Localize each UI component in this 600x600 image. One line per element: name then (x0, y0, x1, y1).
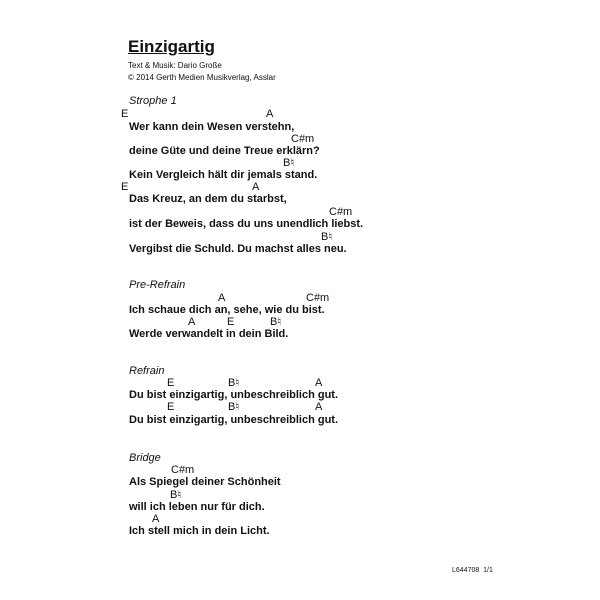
chord: E (121, 108, 129, 120)
lyric-line: Als Spiegel deiner Schönheit (129, 476, 281, 488)
lyric-line: Vergibst die Schuld. Du machst alles neu. (129, 243, 347, 255)
lyric-line: Du bist einzigartig, unbeschreiblich gut. (129, 389, 339, 401)
chord: A (266, 108, 274, 120)
lyric-line: Das Kreuz, an dem du starbst, (129, 193, 287, 205)
lyric-line: Du bist einzigartig, unbeschreiblich gut. (129, 414, 339, 426)
section-label: Strophe 1 (129, 95, 177, 107)
chord: B♮ (270, 316, 282, 328)
chord: C#m (291, 133, 315, 145)
chord: A (218, 292, 226, 304)
chord: E (167, 377, 175, 389)
chord: B♮ (283, 157, 295, 169)
lyric-line: ist der Beweis, dass du uns unendlich liebst. (129, 218, 364, 230)
chord: B♮ (228, 401, 240, 413)
lyric-line: Wer kann dein Wesen verstehn, (129, 121, 295, 133)
chord: B♮ (228, 377, 240, 389)
credit-line: © 2014 Gerth Medien Musikverlag, Asslar (128, 73, 276, 82)
chord: B♮ (170, 489, 182, 501)
credit-line: Text & Musik: Dario Große (128, 61, 222, 70)
chord: B♮ (321, 231, 333, 243)
chord: A (315, 401, 323, 413)
lyric-line: Ich stell mich in dein Licht. (129, 525, 270, 537)
chord: C#m (171, 464, 195, 476)
lyric-line: deine Güte und deine Treue erklärn? (129, 145, 320, 157)
chord: A (252, 181, 260, 193)
lyric-line: will ich leben nur für dich. (129, 501, 265, 513)
lyric-line: Werde verwandelt in dein Bild. (129, 328, 289, 340)
section-label: Pre-Refrain (129, 279, 186, 291)
page-footer: L644708 1/1 (452, 567, 493, 574)
section-label: Bridge (129, 452, 161, 464)
chord: A (152, 513, 160, 525)
chord: C#m (329, 206, 353, 218)
chord: E (121, 181, 129, 193)
chord: E (227, 316, 235, 328)
chord: A (188, 316, 196, 328)
lyric-line: Ich schaue dich an, sehe, wie du bist. (129, 304, 325, 316)
chord: A (315, 377, 323, 389)
lyric-line: Kein Vergleich hält dir jemals stand. (129, 169, 318, 181)
chord: C#m (306, 292, 330, 304)
section-label: Refrain (129, 365, 165, 377)
song-title: Einzigartig (128, 37, 215, 56)
chord: E (167, 401, 175, 413)
